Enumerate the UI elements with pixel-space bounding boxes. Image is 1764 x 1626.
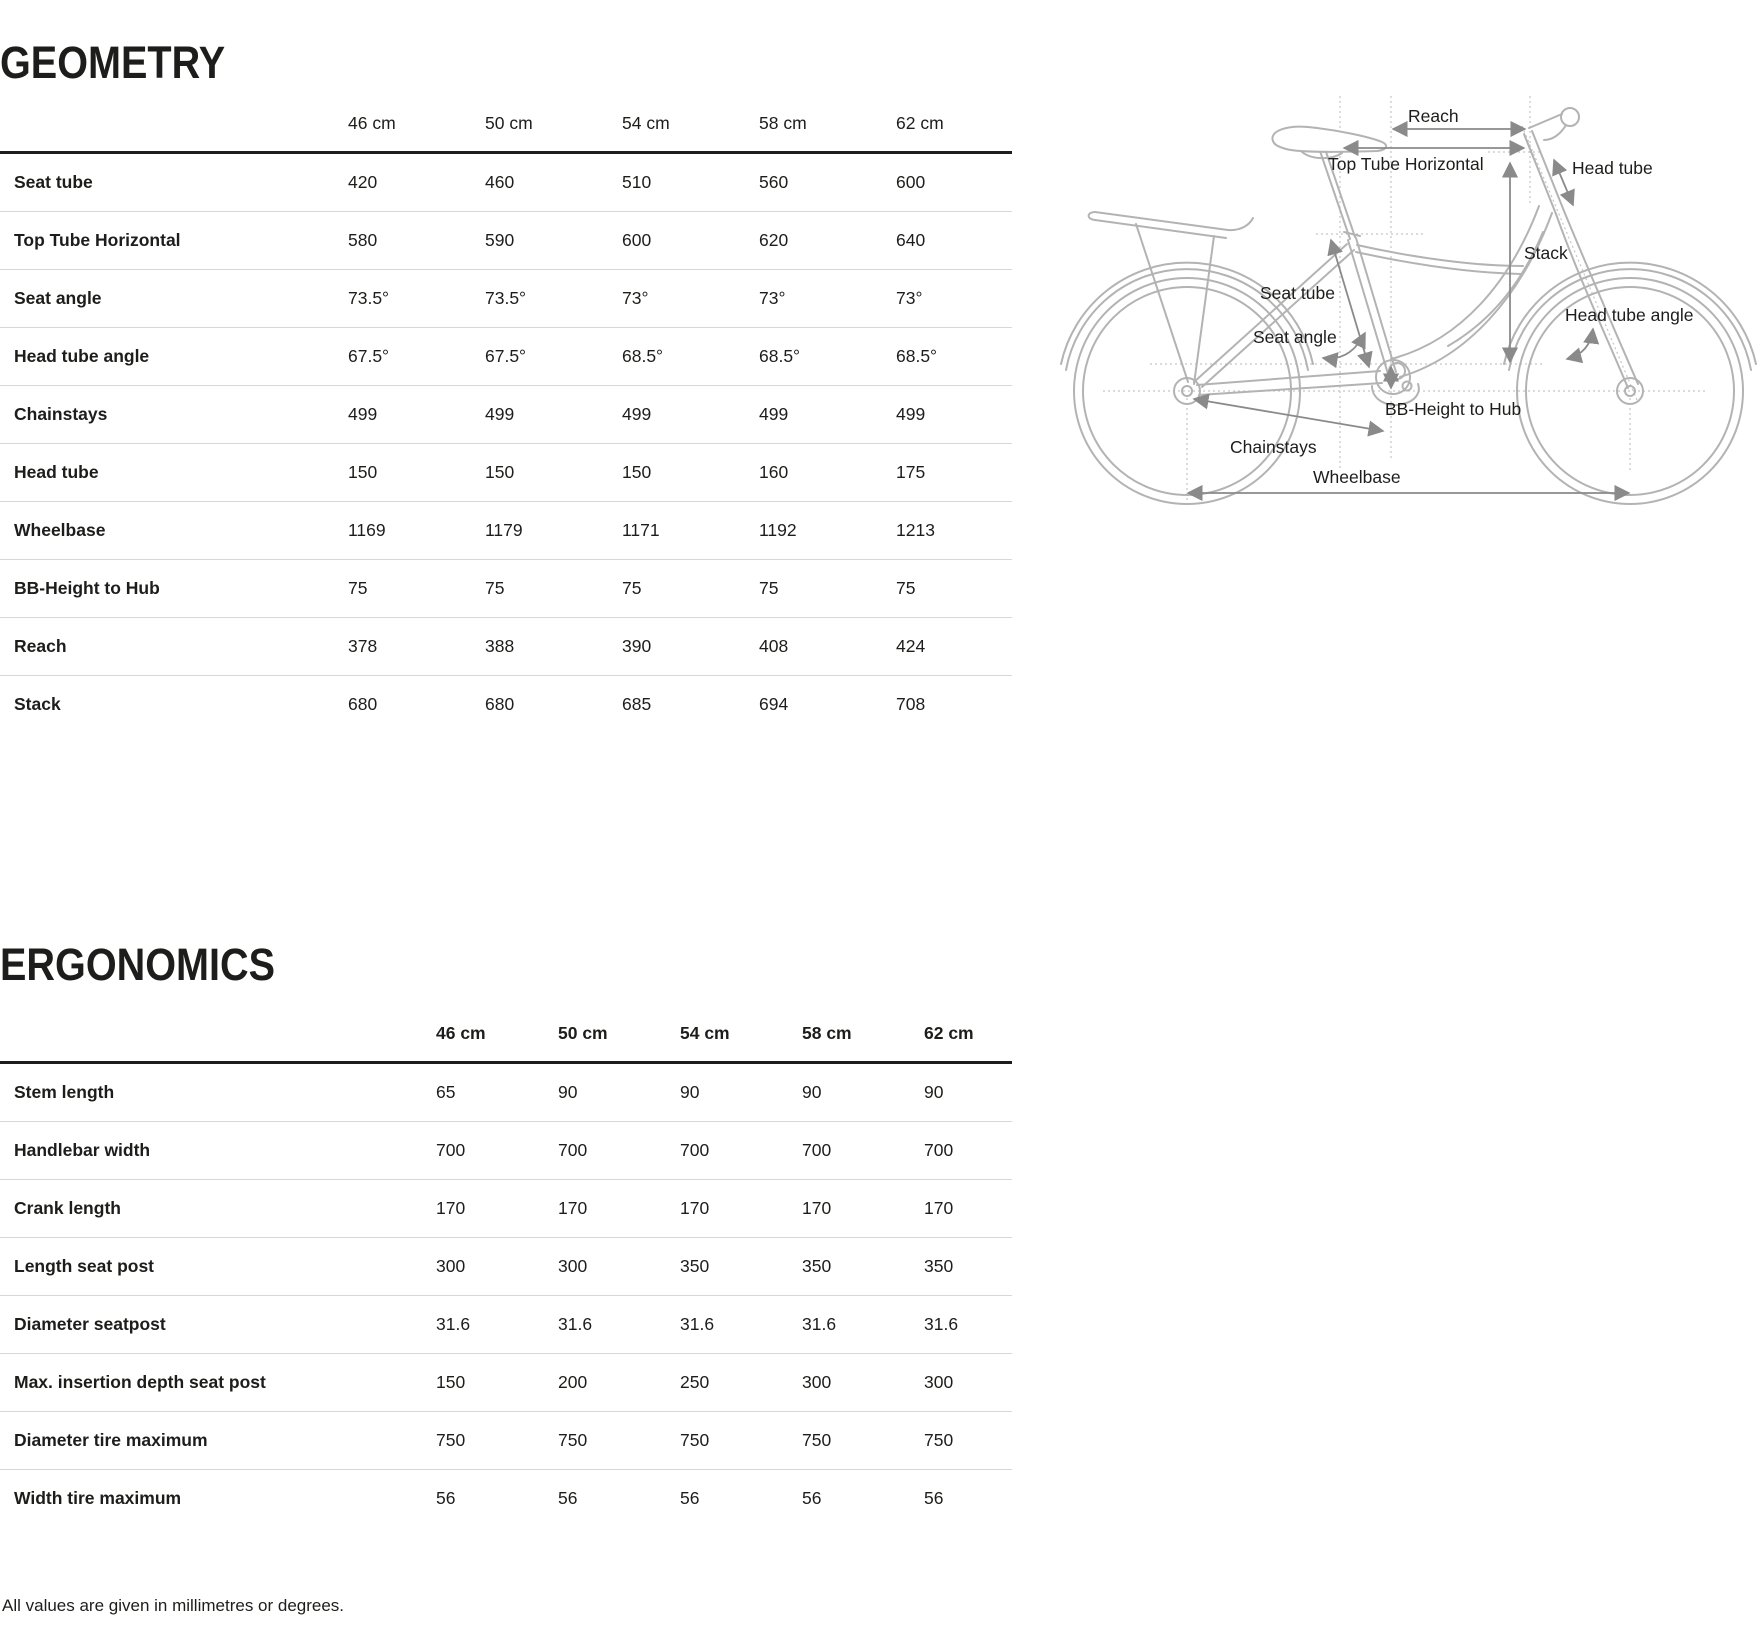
cell-value: 160 (759, 461, 789, 482)
cell-value: 73° (622, 287, 649, 308)
cell-value: 685 (622, 694, 652, 715)
diagram-label-seat-angle: Seat angle (1253, 327, 1337, 347)
head-tube (1524, 134, 1556, 214)
cell-value: 350 (802, 1255, 832, 1276)
ergonomics-section-title: ERGONOMICS (0, 939, 276, 991)
column-header-46-cm: 46 cm (348, 112, 396, 133)
cell-value: 170 (680, 1197, 710, 1218)
cell-value: 175 (896, 461, 926, 482)
cell-value: 300 (558, 1255, 588, 1276)
cell-value: 56 (924, 1488, 944, 1509)
table-header-row (0, 96, 1012, 154)
bike-geometry-diagram (965, 85, 1764, 530)
cell-value: 170 (436, 1197, 466, 1218)
diagram-label-head-tube-angle: Head tube angle (1565, 305, 1694, 325)
row-label: Seat angle (14, 287, 102, 308)
diagram-label-seat-tube: Seat tube (1260, 283, 1335, 303)
cell-value: 390 (622, 635, 652, 656)
cell-value: 350 (680, 1255, 710, 1276)
diagram-label-stack: Stack (1524, 243, 1568, 263)
cell-value: 700 (436, 1139, 466, 1160)
diagram-labels (1230, 106, 1693, 487)
table-row (0, 1238, 1012, 1296)
cell-value: 200 (558, 1371, 588, 1392)
table-row (0, 1064, 1012, 1122)
table-row (0, 1296, 1012, 1354)
cell-value: 1171 (622, 519, 660, 540)
diagram-label-head-tube: Head tube (1572, 158, 1653, 178)
cell-value: 31.6 (680, 1313, 715, 1334)
table-row (0, 444, 1012, 502)
cell-value: 68.5° (759, 345, 801, 366)
cell-value: 56 (802, 1488, 822, 1509)
table-row (0, 154, 1012, 212)
cell-value: 499 (759, 403, 789, 424)
cell-value: 510 (622, 171, 652, 192)
cell-value: 750 (436, 1429, 466, 1450)
geometry-section-title: GEOMETRY (0, 37, 226, 89)
cell-value: 700 (802, 1139, 832, 1160)
table-row (0, 1180, 1012, 1238)
cell-value: 90 (558, 1081, 578, 1102)
cell-value: 68.5° (622, 345, 664, 366)
cell-value: 590 (485, 229, 515, 250)
table-row (0, 328, 1012, 386)
cell-value: 73.5° (348, 287, 390, 308)
cell-value: 90 (680, 1081, 700, 1102)
cell-value: 420 (348, 171, 378, 192)
cell-value: 73° (896, 287, 923, 308)
cell-value: 750 (924, 1429, 954, 1450)
cell-value: 680 (485, 694, 515, 715)
table-row (0, 1122, 1012, 1180)
column-header-46-cm: 46 cm (436, 1022, 486, 1043)
row-label: Diameter seatpost (14, 1313, 166, 1334)
cell-value: 700 (680, 1139, 710, 1160)
row-label: Reach (14, 635, 67, 656)
column-header-58-cm: 58 cm (802, 1022, 852, 1043)
cell-value: 150 (622, 461, 652, 482)
row-label: Wheelbase (14, 519, 106, 540)
table-row (0, 1354, 1012, 1412)
cell-value: 460 (485, 171, 515, 192)
cell-value: 620 (759, 229, 789, 250)
cell-value: 75 (485, 577, 505, 598)
cell-value: 694 (759, 694, 789, 715)
row-label: Top Tube Horizontal (14, 229, 181, 250)
cell-value: 1213 (896, 519, 935, 540)
cell-value: 68.5° (896, 345, 938, 366)
fork (1556, 214, 1628, 388)
cell-value: 150 (348, 461, 378, 482)
cell-value: 600 (896, 171, 926, 192)
cell-value: 73° (759, 287, 786, 308)
row-label: Stem length (14, 1081, 115, 1102)
head-tube-arrow (1554, 160, 1573, 205)
cell-value: 580 (348, 229, 378, 250)
cell-value: 1179 (485, 519, 523, 540)
diagram-label-bb-height-to-hub: BB-Height to Hub (1385, 399, 1522, 419)
geometry-table (0, 96, 1012, 734)
cell-value: 250 (680, 1371, 710, 1392)
cell-value: 170 (924, 1197, 954, 1218)
table-row (0, 560, 1012, 618)
cell-value: 90 (924, 1081, 944, 1102)
units-footnote: All values are given in millimetres or degrees. (2, 1596, 345, 1615)
cell-value: 750 (680, 1429, 710, 1450)
cell-value: 75 (896, 577, 916, 598)
row-label: Handlebar width (14, 1139, 151, 1160)
table-row (0, 676, 1012, 734)
cell-value: 150 (436, 1371, 466, 1392)
row-label: Crank length (14, 1197, 121, 1218)
cell-value: 708 (896, 694, 926, 715)
table-row (0, 386, 1012, 444)
cell-value: 56 (436, 1488, 456, 1509)
cell-value: 300 (436, 1255, 466, 1276)
column-header-62-cm: 62 cm (896, 112, 944, 133)
diagram-label-reach: Reach (1408, 106, 1459, 126)
column-header-58-cm: 58 cm (759, 112, 807, 133)
column-header-62-cm: 62 cm (924, 1022, 974, 1043)
cell-value: 600 (622, 229, 652, 250)
rear-rack (1095, 212, 1228, 230)
cell-value: 499 (896, 403, 926, 424)
cell-value: 31.6 (802, 1313, 837, 1334)
chainstays-arrow (1194, 399, 1383, 431)
table-row (0, 502, 1012, 560)
cell-value: 150 (485, 461, 515, 482)
row-label: Chainstays (14, 403, 108, 424)
cell-value: 31.6 (558, 1313, 593, 1334)
cell-value: 75 (348, 577, 368, 598)
handlebar-grip (1561, 108, 1579, 126)
down-tube (1400, 213, 1552, 377)
cell-value: 499 (348, 403, 378, 424)
cell-value: 56 (558, 1488, 578, 1509)
table-row (0, 212, 1012, 270)
row-label: Diameter tire maximum (14, 1429, 208, 1450)
diagram-label-wheelbase: Wheelbase (1313, 467, 1401, 487)
table-header-row (0, 1006, 1012, 1064)
row-label: Seat tube (14, 171, 93, 192)
column-header-50-cm: 50 cm (485, 112, 533, 133)
row-label: Width tire maximum (14, 1488, 182, 1509)
cell-value: 680 (348, 694, 378, 715)
table-row (0, 1412, 1012, 1470)
column-header-50-cm: 50 cm (558, 1022, 608, 1043)
row-label: Stack (14, 694, 61, 715)
cell-value: 1169 (348, 519, 386, 540)
row-label: BB-Height to Hub (14, 577, 160, 598)
cell-value: 750 (558, 1429, 588, 1450)
cell-value: 31.6 (924, 1313, 959, 1334)
cell-value: 640 (896, 229, 926, 250)
cell-value: 408 (759, 635, 789, 656)
cell-value: 300 (924, 1371, 954, 1392)
cell-value: 388 (485, 635, 515, 656)
table-row (0, 1470, 1012, 1528)
cell-value: 560 (759, 171, 789, 192)
cell-value: 73.5° (485, 287, 527, 308)
head-tube-angle-arc (1567, 329, 1593, 359)
diagram-label-chainstays: Chainstays (1230, 437, 1317, 457)
table-row (0, 618, 1012, 676)
cell-value: 700 (924, 1139, 954, 1160)
cell-value: 56 (680, 1488, 700, 1509)
cell-value: 499 (622, 403, 652, 424)
column-header-54-cm: 54 cm (680, 1022, 730, 1043)
row-label: Head tube angle (14, 345, 150, 366)
cell-value: 750 (802, 1429, 832, 1450)
cell-value: 378 (348, 635, 378, 656)
cell-value: 31.6 (436, 1313, 471, 1334)
cell-value: 170 (802, 1197, 832, 1218)
cell-value: 700 (558, 1139, 588, 1160)
cell-value: 90 (802, 1081, 822, 1102)
cell-value: 350 (924, 1255, 954, 1276)
row-label: Head tube (14, 461, 99, 482)
cell-value: 67.5° (348, 345, 390, 366)
cell-value: 1192 (759, 519, 797, 540)
cell-value: 499 (485, 403, 515, 424)
cell-value: 67.5° (485, 345, 527, 366)
diagram-label-top-tube-horizontal: Top Tube Horizontal (1328, 154, 1484, 174)
cell-value: 65 (436, 1081, 456, 1102)
row-label: Max. insertion depth seat post (14, 1371, 266, 1392)
ergonomics-table (0, 1006, 1012, 1528)
cell-value: 170 (558, 1197, 588, 1218)
cell-value: 75 (622, 577, 642, 598)
column-header-54-cm: 54 cm (622, 112, 670, 133)
row-label: Length seat post (14, 1255, 155, 1276)
cell-value: 300 (802, 1371, 832, 1392)
cell-value: 75 (759, 577, 779, 598)
cell-value: 424 (896, 635, 926, 656)
table-row (0, 270, 1012, 328)
